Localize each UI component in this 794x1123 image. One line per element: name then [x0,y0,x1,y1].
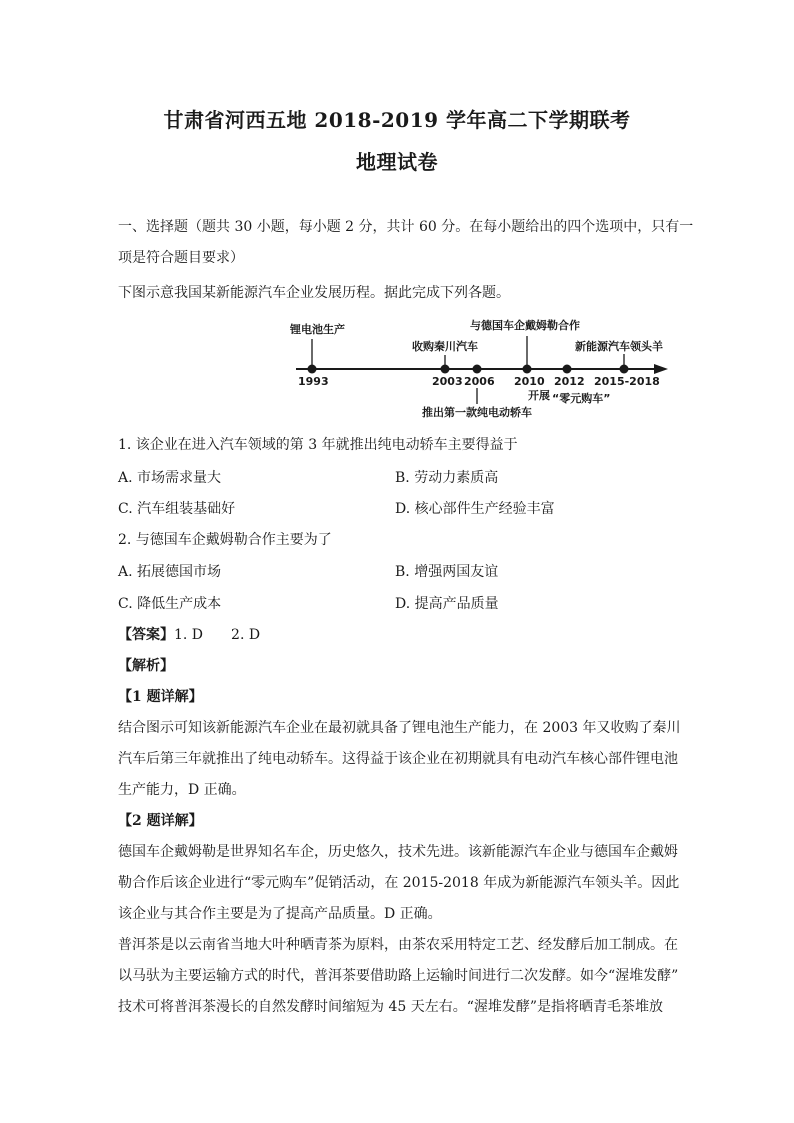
q2-detail-line: 该企业与其合作主要是为了提高产品质量。D 正确。 [118,906,442,922]
question-2-option-b: B. 增强两国友谊 [395,564,499,580]
event-acquire: 收购秦川汽车 [412,340,478,353]
event-zero-label: 开展 [528,389,550,402]
question-2-option-a: A. 拓展德国市场 [118,564,222,580]
event-leader: 新能源汽车领头羊 [575,340,663,353]
timeline-point-2010 [523,365,532,374]
year-2006: 2006 [464,375,495,388]
year-2010: 2010 [514,375,545,388]
q1-detail-line: 结合图示可知该新能源汽车企业在最初就具备了锂电池生产能力，在 2003 年又收购了秦川 [118,720,681,736]
section-heading-line2: 项是符合题目要求） [118,250,244,266]
answer-value: 1. D 2. D [174,627,261,643]
timeline-figure [290,314,668,419]
question-2-stem: 2. 与德国车企戴姆勒合作主要为了 [118,532,332,548]
q2-detail-line: 勒合作后该企业进行“零元购车”促销活动，在 2015-2018 年成为新能源汽车领头羊。因此 [118,875,680,891]
event-first-ev: 推出第一款纯电动轿车 [422,406,532,419]
timeline-arrow [654,364,668,374]
passage-line: 以马驮为主要运输方式的时代，普洱茶要借助路上运输时间进行二次发酵。如今“渥堆发酵” [118,968,679,984]
question-1-option-a: A. 市场需求量大 [118,470,222,486]
event-daimler: 与德国车企戴姆勒合作 [470,319,580,332]
timeline-point-1993 [308,365,317,374]
year-2015-2018: 2015-2018 [594,375,660,388]
q1-detail-line: 汽车后第三年就推出了纯电动轿车。这得益于该企业在初期就具有电动汽车核心部件锂电池 [118,751,678,767]
q2-detail-line: 德国车企戴姆勒是世界知名车企，历史悠久，技术先进。该新能源汽车企业与德国车企戴姆 [118,844,678,860]
answer-line [118,624,260,644]
question-2-option-c: C. 降低生产成本 [118,596,222,612]
q2-detail-label: 【2 题详解】 [118,813,203,829]
passage-line: 技术可将普洱茶漫长的自然发酵时间缩短为 45 天左右。“渥堆发酵”是指将晒青毛茶堆放 [118,999,664,1015]
page-title: 甘肃省河西五地 2018-2019 学年高二下学期联考 [163,108,631,132]
question-1-option-d: D. 核心部件生产经验丰富 [395,501,555,517]
question-2-option-d: D. 提高产品质量 [395,596,499,612]
year-2003: 2003 [432,375,463,388]
event-zero-quote: “零元购车” [552,392,611,405]
year-2012: 2012 [554,375,585,388]
intro-text: 下图示意我国某新能源汽车企业发展历程。据此完成下列各题。 [118,285,510,301]
year-1993: 1993 [298,375,329,388]
section-heading-line1: 一、选择题（题共 30 小题，每小题 2 分，共计 60 分。在每小题给出的四个选项中，只有一 [118,219,694,235]
q1-detail-line: 生产能力，D 正确。 [118,782,246,798]
timeline-point-2006 [473,365,482,374]
question-1-option-c: C. 汽车组装基础好 [118,501,236,517]
analysis-label: 【解析】 [118,658,174,674]
q1-detail-label: 【1 题详解】 [118,689,203,705]
question-1-stem: 1. 该企业在进入汽车领域的第 3 年就推出纯电动轿车主要得益于 [118,437,518,453]
passage-line: 普洱茶是以云南省当地大叶种晒青茶为原料，由茶农采用特定工艺、经发酵后加工制成。在 [118,937,678,953]
page-subtitle: 地理试卷 [356,150,438,174]
question-1-option-b: B. 劳动力素质高 [395,470,499,486]
event-lithium: 锂电池生产 [290,323,345,336]
timeline-point-2012 [563,365,572,374]
timeline-point-2003 [441,365,450,374]
answer-label: 【答案】 [118,627,174,643]
